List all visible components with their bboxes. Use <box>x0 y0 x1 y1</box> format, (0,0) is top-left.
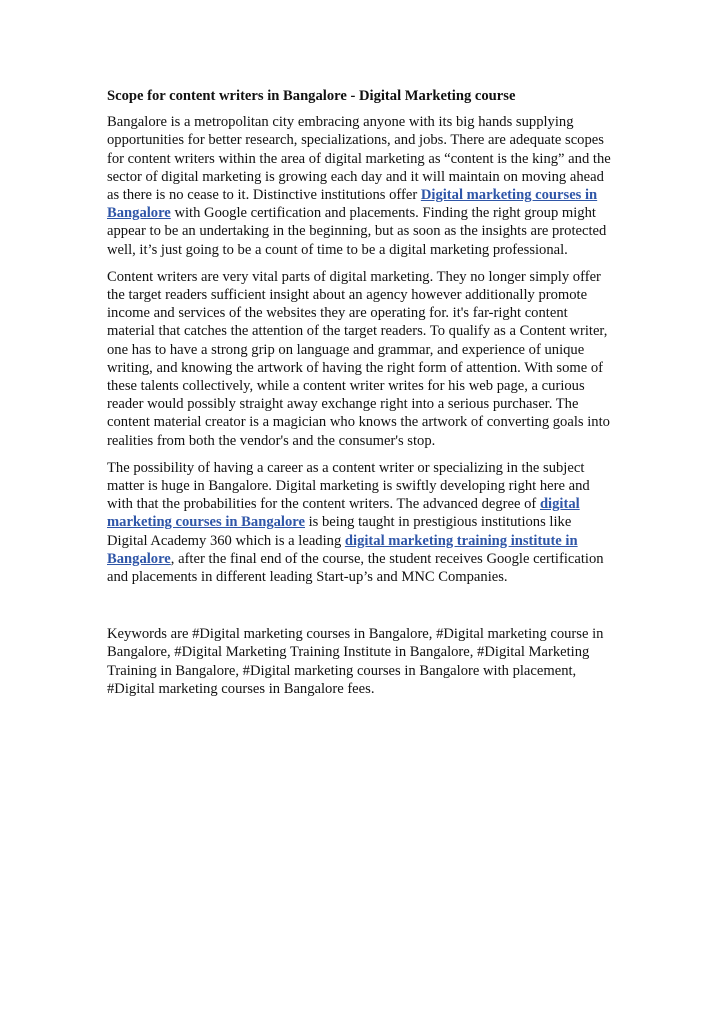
digital-marketing-courses-link-2[interactable]: digital marketing courses in Bangalore <box>107 496 580 531</box>
paragraph-content-writers: Content writers are very vital parts of digital marketing. They no longer simply offer the target readers sufficient insight about an agency however additionally promote income and services of the websites they are operating for. it's far-right content material that catches the attention of the target readers. To qualify as a Content writer, one has to have a strong grip on language and grammar, and experience of unique writing, and knowing the artwork of having the right form of attention. With some of these talents collectively, while a content writer writes for his web page, a curious reader would possibly straight away exchange right into a serious purchaser. The content material creator is a magician who knows the artwork of converting goals into realities from both the vendor's and the consumer's stop. <box>107 268 610 449</box>
paragraph-intro-text-after: with Google certification and placements. Finding the right group might appear to be an undertaking in the beginning, but as soon as the insights are protected well, it’s just going to be a count of time to be a digital marketing professional. <box>107 205 607 258</box>
digital-marketing-courses-link[interactable]: Digital marketing courses in Bangalore <box>107 187 598 222</box>
paragraph-career-text-2: is being taught in prestigious institutions like Digital Academy 360 which is a leading <box>107 514 572 549</box>
paragraph-intro <box>107 113 615 259</box>
paragraph-career <box>107 459 615 586</box>
paragraph-career-text-1: The possibility of having a career as a content writer or specializing in the subject matter is huge in Bangalore. Digital marketing is swiftly developing right here and with that the probabilities for the content writers. The advanced degree of <box>107 459 590 513</box>
paragraph-keywords: Keywords are #Digital marketing courses in Bangalore, #Digital marketing course in Bangalore, #Digital Marketing Training Institute in Bangalore, #Digital Marketing Training in Bangalore, #Digital marketing courses in Bangalore with placement, #Digital marketing courses in Bangalore fees. <box>107 626 604 697</box>
document-page <box>107 87 615 707</box>
paragraph-intro-text-before: Bangalore is a metropolitan city embracing anyone with its big hands supplying opportunities for better research, specializations, and jobs. There are adequate scopes for content writers within the area of digital marketing as “content is the king” and the sector of digital marketing is growing each day and it will maintain on moving ahead as there is no cease to it. Distinctive institutions offer <box>107 114 611 204</box>
paragraph-career-text-3: , after the final end of the course, the student receives Google certification and placements in different leading Start-up’s and MNC Companies. <box>107 550 604 586</box>
document-title: Scope for content writers in Bangalore - Digital Marketing course <box>107 88 516 104</box>
training-institute-link[interactable]: digital marketing training institute in Bangalore <box>107 532 578 567</box>
paragraph-spacer <box>107 595 615 625</box>
